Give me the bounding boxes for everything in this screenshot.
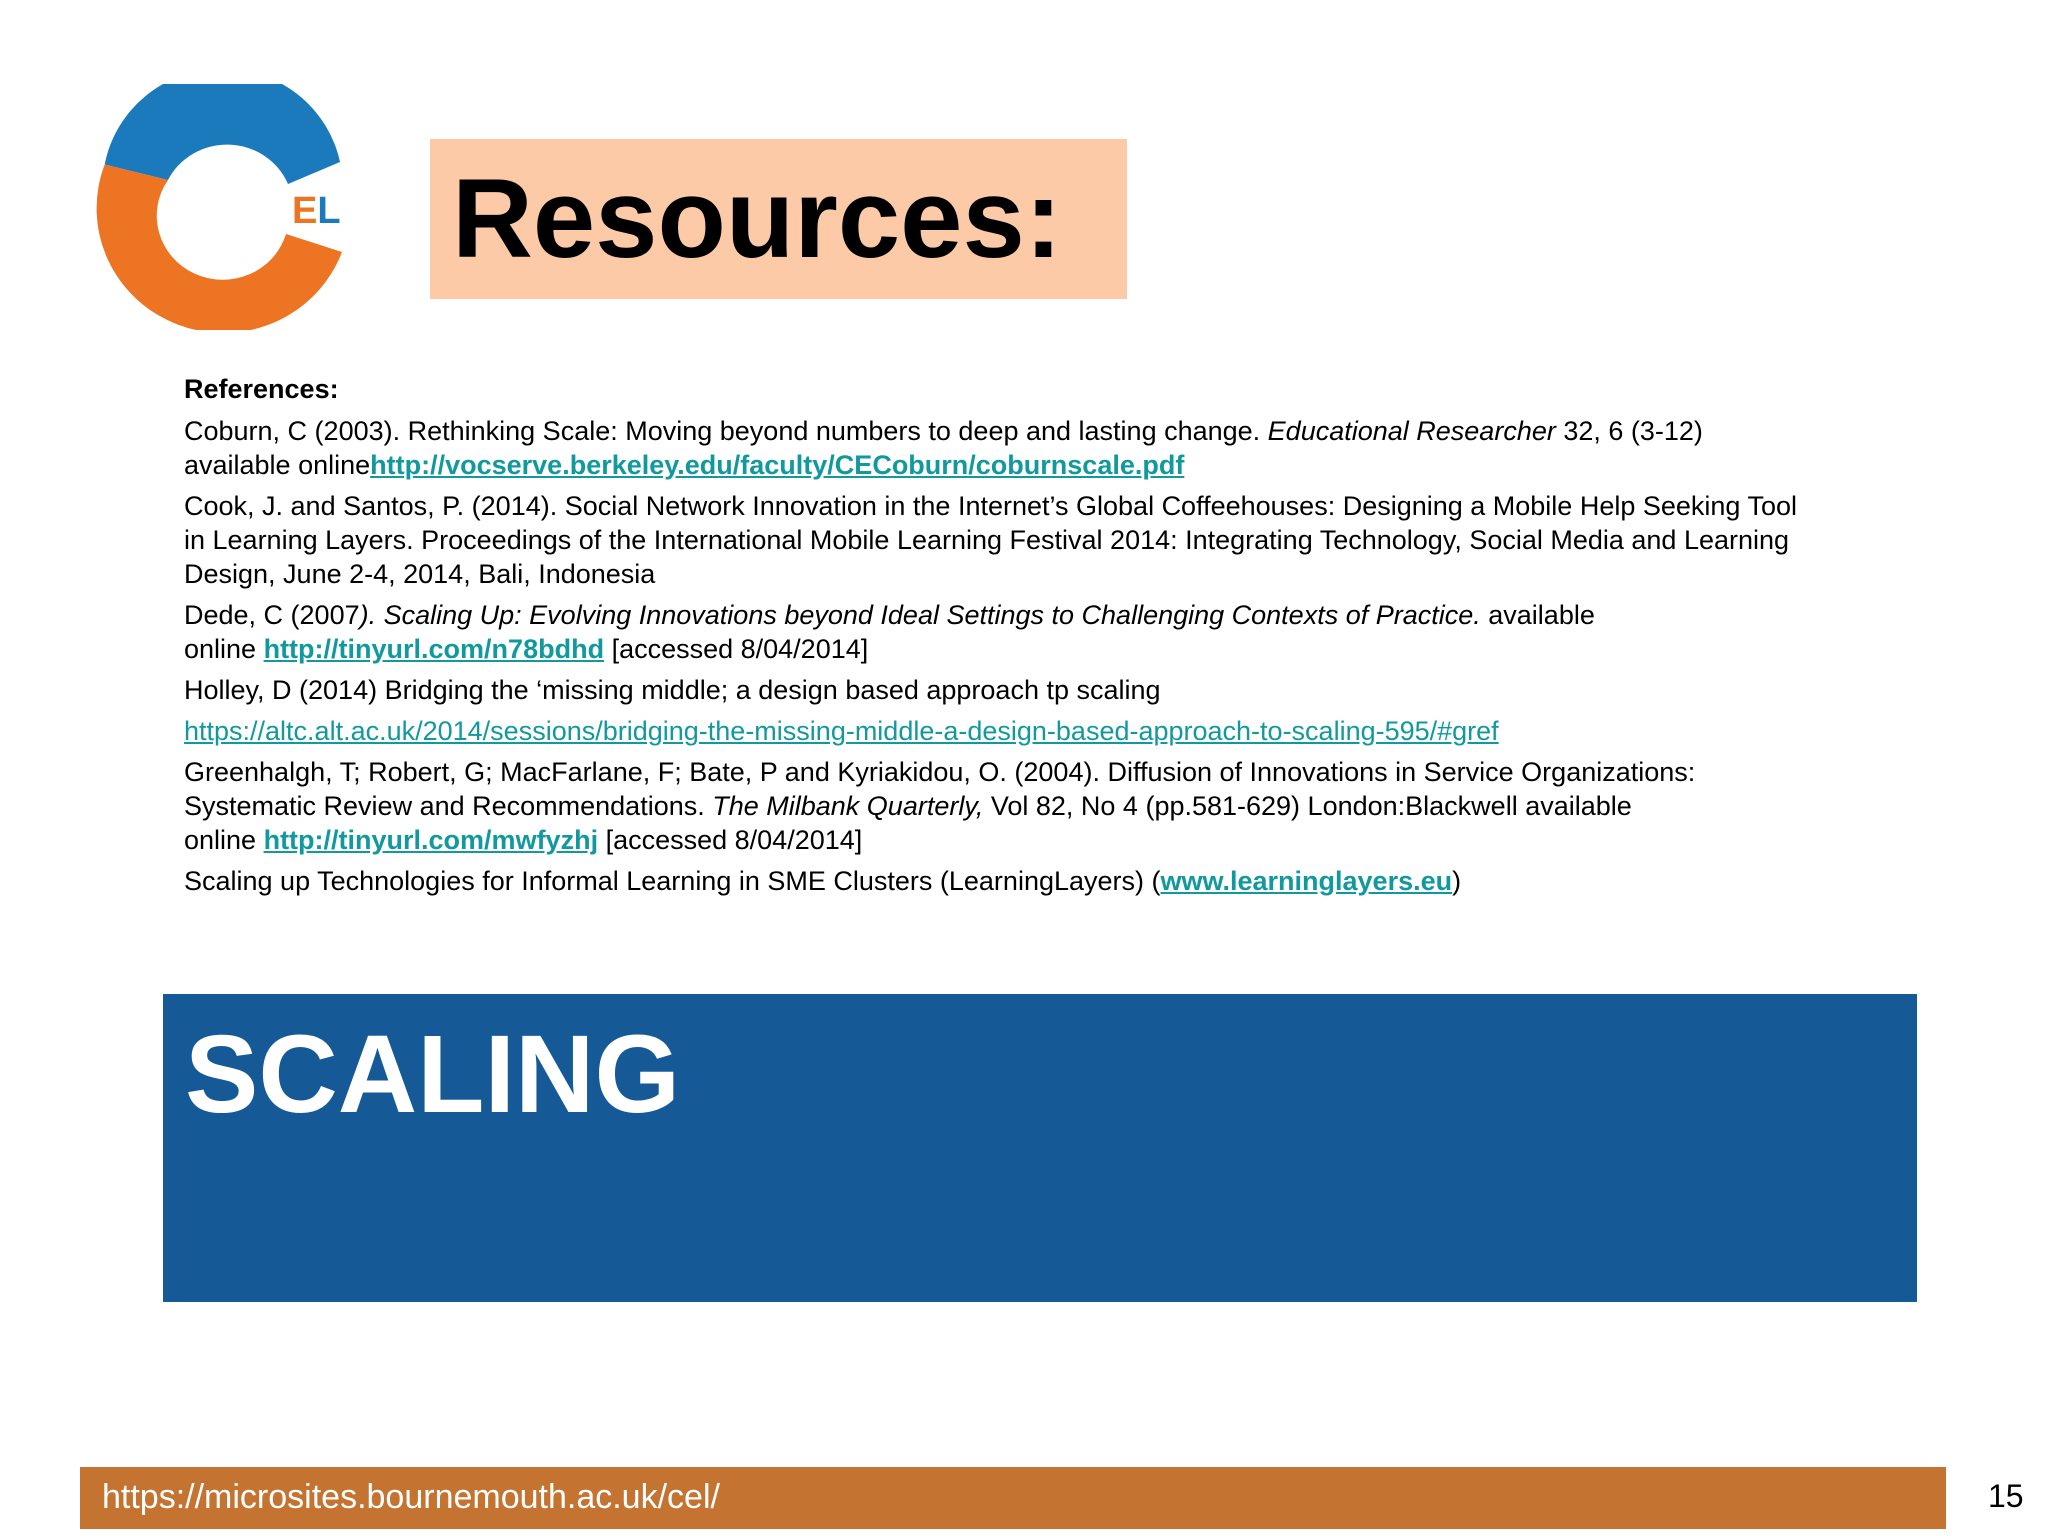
reference-line: Scaling up Technologies for Informal Learning in SME Clusters (LearningLayers) (www.learninglayers.eu) [184,866,1462,896]
dede-link[interactable]: http://tinyurl.com/n78bdhd [263,634,605,664]
reference-line: Holley, D (2014) Bridging the ‘missing middle; a design based approach tp scaling [184,675,1161,705]
coburn-link[interactable]: http://vocserve.berkeley.edu/faculty/CECoburn/coburnscale.pdf [370,450,1185,480]
reference-line: online http://tinyurl.com/n78bdhd [accessed 8/04/2014] [184,634,869,664]
references-section [184,372,1904,905]
page-title: Resources: [452,156,1063,281]
reference-coburn [184,414,1904,482]
reference-dede [184,598,1904,666]
reference-line: Design, June 2-4, 2014, Bali, Indonesia [184,559,656,589]
cel-logo [86,84,360,330]
footer-url[interactable]: https://microsites.bournemouth.ac.uk/cel/ [102,1478,720,1516]
reference-cook [184,489,1904,591]
logo-letters: EL [292,190,341,232]
scaling-banner [163,994,1917,1302]
reference-line: Cook, J. and Santos, P. (2014). Social Network Innovation in the Internet’s Global Coffeehouses: Designing a Mobile Help Seeking Tool [184,491,1797,521]
reference-line: available onlinehttp://vocserve.berkeley.edu/faculty/CECoburn/coburnscale.pdf [184,450,1185,480]
reference-line: Greenhalgh, T; Robert, G; MacFarlane, F; Bate, P and Kyriakidou, O. (2004). Diffusion of Innovations in Service Organizations: [184,757,1696,787]
references-heading: References: [184,374,339,404]
reference-greenhalgh [184,755,1904,857]
page-number: 15 [1988,1478,2024,1514]
holley-link[interactable]: https://altc.alt.ac.uk/2014/sessions/bridging-the-missing-middle-a-design-based-approach-to-scaling-595/#gref [184,716,1499,746]
greenhalgh-link[interactable]: http://tinyurl.com/mwfyzhj [263,825,599,855]
reference-holley [184,673,1904,707]
reference-line [184,714,1904,748]
scaling-heading: SCALING [185,1013,680,1136]
reference-line: online http://tinyurl.com/mwfyzhj [accessed 8/04/2014] [184,825,863,855]
footer-bar [80,1467,1946,1529]
reference-line: in Learning Layers. Proceedings of the International Mobile Learning Festival 2014: Integrating Technology, Social Media and Learning [184,525,1790,555]
title-banner [430,139,1127,299]
learninglayers-link[interactable]: www.learninglayers.eu [1160,866,1453,896]
reference-learninglayers [184,864,1904,898]
reference-line: Systematic Review and Recommendations. The Milbank Quarterly, Vol 82, No 4 (pp.581-629) London:Blackwell available [184,791,1632,821]
reference-line: Dede, C (2007). Scaling Up: Evolving Innovations beyond Ideal Settings to Challenging Contexts of Practice. available [184,600,1595,630]
reference-holley-url [184,714,1904,748]
reference-line: Coburn, C (2003). Rethinking Scale: Moving beyond numbers to deep and lasting change. Educational Researcher 32, 6 (3-12) [184,416,1703,446]
